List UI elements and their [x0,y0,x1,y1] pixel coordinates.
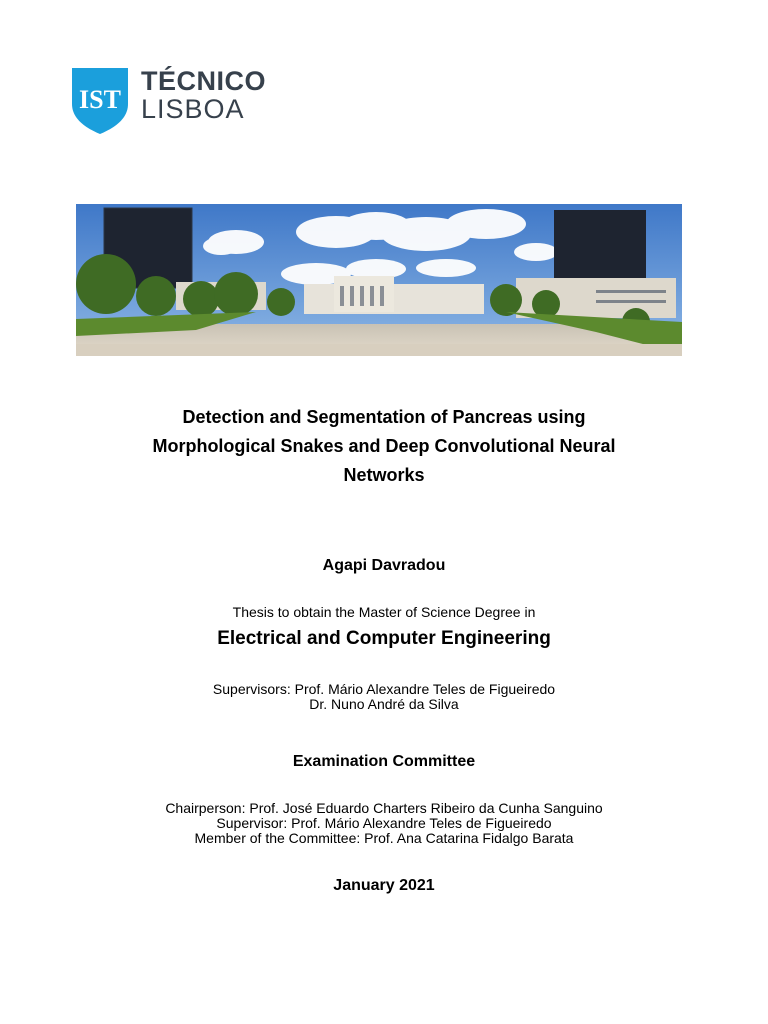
logo-emblem-text: IST [79,85,121,114]
committee-block [0,801,768,846]
title-line: Morphological Snakes and Deep Convolutional Neural [152,436,616,456]
supervisors-block [0,682,768,712]
logo-line-lisboa: LISBOA [141,94,245,124]
committee-heading: Examination Committee [292,753,476,770]
campus-panorama-photo [76,204,682,356]
committee-member-line: Member of the Committee: Prof. Ana Catarina Fidalgo Barata [194,830,574,846]
title-line: Networks [343,465,425,485]
committee-member-line: Chairperson: Prof. José Eduardo Charters Ribeiro da Cunha Sanguino [165,800,603,816]
campus-banner-image [76,204,682,356]
author-name: Agapi Davradou [322,557,446,574]
degree-name: Electrical and Computer Engineering [217,628,551,649]
supervisor-line: Supervisors: Prof. Mário Alexandre Teles de Figueiredo [212,681,556,697]
logo-line-tecnico: TÉCNICO [141,66,266,96]
committee-member-line: Supervisor: Prof. Mário Alexandre Teles de Figueiredo [216,815,552,831]
submission-date: January 2021 [333,877,435,894]
thesis-title [100,403,668,490]
supervisor-line: Dr. Nuno André da Silva [309,696,459,712]
university-logo [70,66,266,136]
logo-wordmark [141,68,266,123]
ist-shield-icon [70,66,130,136]
title-line: Detection and Segmentation of Pancreas using [182,407,586,427]
degree-intro-text: Thesis to obtain the Master of Science Degree in [232,604,536,620]
